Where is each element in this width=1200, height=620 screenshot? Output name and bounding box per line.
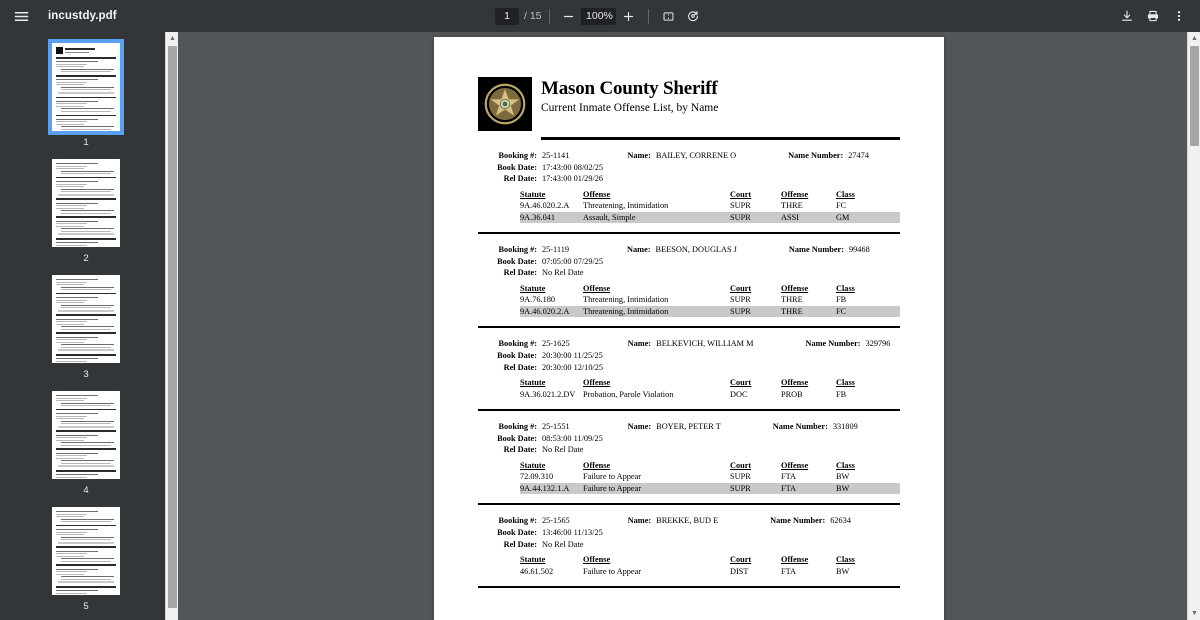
viewer-scrollbar[interactable]	[1187, 32, 1200, 620]
thumbnail-label: 5	[83, 601, 89, 612]
thumbnail-label: 4	[83, 485, 89, 496]
rel-date-value: 17:43:00 01/29/26	[542, 174, 604, 184]
thumbnail-item[interactable]	[52, 32, 120, 148]
name-number-label: Name Number:	[772, 422, 828, 432]
print-icon[interactable]	[1140, 3, 1166, 29]
column-header-offense: Offense	[583, 555, 611, 565]
inmate-record	[478, 421, 900, 505]
rel-date-value: No Rel Date	[542, 268, 584, 278]
column-header-statute: Statute	[520, 460, 546, 470]
record-meta	[478, 421, 900, 456]
cell-court: DOC	[730, 389, 748, 399]
thumbnail-preview	[52, 507, 120, 595]
cell-offense-code: THRE	[781, 306, 803, 316]
thumbnail-label: 3	[83, 369, 89, 380]
book-date-value: 07:05:00 07/29/25	[542, 256, 604, 266]
booking-value: 25-1119	[542, 245, 570, 255]
offense-table-header	[520, 189, 900, 200]
thumbnail-item[interactable]	[52, 496, 120, 612]
name-value: BELKEVICH, WILLIAM M	[656, 339, 754, 349]
thumbnail-page-3[interactable]	[52, 275, 120, 363]
record-separator	[478, 586, 900, 588]
offense-row	[520, 294, 900, 305]
book-date-value: 08:53:00 11/09/25	[542, 433, 603, 443]
thumbnail-page-2[interactable]	[52, 159, 120, 247]
record-meta	[478, 338, 900, 373]
name-number-label: Name Number:	[770, 516, 826, 526]
rel-date-line	[478, 362, 900, 374]
inmate-record	[478, 244, 900, 328]
column-header-offense: Offense	[583, 189, 611, 199]
name-number-value: 329796	[865, 339, 891, 349]
book-date-line	[478, 433, 900, 445]
hamburger-menu-icon[interactable]	[8, 3, 34, 29]
rel-date-value: No Rel Date	[542, 539, 584, 549]
record-separator	[478, 503, 900, 505]
book-date-line	[478, 527, 900, 539]
cell-class: BW	[836, 472, 850, 482]
thumbnail-preview	[52, 159, 120, 247]
thumbnail-label: 1	[83, 137, 89, 148]
page-total-label: / 15	[524, 10, 542, 22]
thumbnail-list[interactable]	[0, 32, 172, 620]
thumbnail-preview	[52, 43, 120, 131]
name-value: BEESON, DOUGLAS J	[655, 245, 737, 255]
viewer-scrollbar-thumb[interactable]	[1190, 46, 1199, 146]
name-value: BREKKE, BUD E	[656, 516, 719, 526]
offense-row	[520, 200, 900, 211]
cell-court: SUPR	[730, 306, 751, 316]
offense-row	[520, 389, 900, 400]
booking-line	[478, 338, 900, 350]
name-number-value: 331809	[832, 422, 858, 432]
rel-date-line	[478, 444, 900, 456]
document-header	[478, 77, 900, 131]
cell-statute: 9A.36.041	[520, 212, 556, 222]
book-date-label: Book Date:	[497, 162, 537, 172]
record-meta	[478, 150, 900, 185]
booking-label: Booking #:	[498, 151, 537, 160]
cell-class: FB	[836, 389, 847, 399]
offense-table	[520, 460, 900, 494]
column-header-class: Class	[836, 460, 855, 470]
book-date-line	[478, 162, 900, 174]
booking-label: Booking #:	[498, 422, 537, 432]
more-vertical-icon[interactable]	[1166, 3, 1192, 29]
column-header-offense-code: Offense	[781, 460, 809, 470]
book-date-value: 20:30:00 11/25/25	[542, 350, 603, 360]
pdf-viewer	[178, 32, 1187, 620]
cell-offense-code: FTA	[781, 472, 797, 482]
inmate-record	[478, 515, 900, 588]
booking-line	[478, 150, 900, 162]
offense-table-header	[520, 283, 900, 294]
column-header-court: Court	[730, 283, 752, 293]
book-date-label: Book Date:	[497, 256, 537, 266]
page-number-input[interactable]	[495, 8, 519, 25]
name-label: Name:	[627, 516, 652, 526]
thumbnail-page-1[interactable]	[52, 43, 120, 131]
thumbnail-page-4[interactable]	[52, 391, 120, 479]
offense-table-header	[520, 554, 900, 565]
header-rule	[541, 137, 900, 140]
booking-label: Booking #:	[498, 516, 537, 526]
cell-offense-code: FTA	[781, 566, 797, 576]
cell-statute: 72.09.310	[520, 472, 554, 482]
cell-class: GM	[836, 212, 850, 222]
offense-row	[520, 566, 900, 577]
name-value: BOYER, PETER T	[656, 422, 721, 432]
sidebar-scroll-up-icon[interactable]: ▲	[169, 35, 176, 42]
offense-table-header	[520, 377, 900, 388]
pdf-toolbar	[0, 0, 1200, 32]
column-header-offense-code: Offense	[781, 189, 809, 199]
booking-line	[478, 421, 900, 433]
name-label: Name:	[627, 245, 651, 255]
cell-offense: Probation, Parole Violation	[583, 389, 674, 399]
column-header-class: Class	[836, 378, 855, 388]
thumbnail-page-5[interactable]	[52, 507, 120, 595]
sheriff-title: Mason County Sheriff	[541, 78, 718, 99]
sidebar-scrollbar[interactable]	[165, 32, 178, 620]
cell-court: DIST	[730, 566, 749, 576]
column-header-statute: Statute	[520, 378, 546, 388]
rel-date-line	[478, 173, 900, 185]
name-number-label: Name Number:	[788, 245, 844, 255]
cell-class: FC	[836, 306, 847, 316]
cell-statute: 9A.76.180	[520, 295, 556, 305]
offense-table	[520, 189, 900, 223]
sheriff-badge-icon	[478, 77, 532, 131]
book-date-label: Book Date:	[497, 350, 537, 360]
cell-court: SUPR	[730, 483, 751, 493]
toolbar-left-group	[0, 3, 117, 29]
cell-offense: Failure to Appear	[583, 472, 642, 482]
offense-table	[520, 283, 900, 317]
thumbnail-preview	[52, 391, 120, 479]
name-number-label: Name Number:	[805, 339, 861, 349]
toolbar-divider-1	[549, 9, 550, 24]
rotate-icon[interactable]	[680, 3, 705, 29]
cell-statute: 9A.46.020.2.A	[520, 306, 570, 316]
toolbar-divider-2	[648, 9, 649, 24]
cell-class: FB	[836, 295, 847, 305]
cell-court: SUPR	[730, 295, 751, 305]
cell-class: BW	[836, 566, 850, 576]
download-icon[interactable]	[1114, 3, 1140, 29]
inmate-record-list	[478, 150, 900, 588]
record-separator	[478, 326, 900, 328]
booking-label: Booking #:	[498, 339, 537, 349]
cell-offense: Assault, Simple	[583, 212, 636, 222]
cell-court: SUPR	[730, 201, 751, 211]
rel-date-label: Rel Date:	[503, 268, 537, 278]
cell-offense-code: ASSI	[781, 212, 799, 222]
offense-table	[520, 377, 900, 400]
column-header-offense: Offense	[583, 283, 611, 293]
column-header-offense: Offense	[583, 460, 611, 470]
column-header-offense: Offense	[583, 378, 611, 388]
offense-table	[520, 554, 900, 577]
column-header-court: Court	[730, 460, 752, 470]
zoom-out-button[interactable]	[556, 3, 581, 29]
toolbar-right-group	[1114, 3, 1200, 29]
booking-line	[478, 515, 900, 527]
document-title: incustdy.pdf	[48, 10, 117, 22]
rel-date-label: Rel Date:	[503, 539, 537, 549]
column-header-court: Court	[730, 378, 752, 388]
cell-court: SUPR	[730, 472, 751, 482]
cell-offense-code: THRE	[781, 201, 803, 211]
record-meta	[478, 244, 900, 279]
record-separator	[478, 409, 900, 411]
column-header-statute: Statute	[520, 555, 546, 565]
booking-line	[478, 244, 900, 256]
name-number-value: 27474	[848, 151, 869, 160]
cell-class: FC	[836, 201, 847, 211]
column-header-statute: Statute	[520, 189, 546, 199]
cell-offense-code: PROB	[781, 389, 803, 399]
cell-offense-code: FTA	[781, 483, 797, 493]
offense-row	[520, 306, 900, 317]
column-header-court: Court	[730, 555, 752, 565]
cell-offense-code: THRE	[781, 295, 803, 305]
cell-class: BW	[836, 483, 850, 493]
name-label: Name:	[627, 151, 651, 160]
inmate-record	[478, 150, 900, 234]
name-number-value: 62634	[830, 516, 851, 526]
cell-statute: 46.61.502	[520, 566, 554, 576]
cell-offense: Threatening, Intimidation	[583, 201, 669, 211]
cell-offense: Failure to Appear	[583, 483, 642, 493]
book-date-label: Book Date:	[497, 527, 537, 537]
book-date-label: Book Date:	[497, 433, 537, 443]
rel-date-label: Rel Date:	[503, 174, 537, 184]
book-date-value: 13:46:00 11/13/25	[542, 527, 603, 537]
name-label: Name:	[627, 339, 652, 349]
booking-value: 25-1565	[542, 516, 570, 526]
sheriff-subtitle: Current Inmate Offense List, by Name	[541, 101, 719, 114]
booking-value: 25-1551	[542, 422, 570, 432]
book-date-line	[478, 256, 900, 268]
viewer-scroll-up-icon[interactable]: ▲	[1191, 35, 1198, 42]
name-value: BAILEY, CORRENE O	[655, 151, 737, 160]
offense-table-header	[520, 460, 900, 471]
zoom-in-button[interactable]	[616, 3, 641, 29]
cell-offense: Threatening, Intimidation	[583, 295, 669, 305]
booking-label: Booking #:	[498, 245, 537, 255]
book-date-value: 17:43:00 08/02/25	[542, 162, 604, 172]
rel-date-line	[478, 539, 900, 551]
column-header-offense-code: Offense	[781, 555, 809, 565]
book-date-line	[478, 350, 900, 362]
record-meta	[478, 515, 900, 550]
offense-row	[520, 212, 900, 223]
viewer-scroll-down-icon[interactable]: ▼	[1191, 610, 1198, 617]
cell-court: SUPR	[730, 212, 751, 222]
name-number-value: 99468	[849, 245, 870, 255]
rel-date-label: Rel Date:	[503, 445, 537, 455]
cell-statute: 9A.36.021.2.DV	[520, 389, 576, 399]
thumbnail-item[interactable]	[52, 148, 120, 264]
fit-to-page-icon[interactable]	[656, 3, 681, 29]
column-header-court: Court	[730, 189, 752, 199]
zoom-level-value[interactable]: 100%	[581, 8, 616, 25]
inmate-record	[478, 338, 900, 411]
thumbnail-item[interactable]	[52, 264, 120, 380]
offense-row	[520, 471, 900, 482]
column-header-statute: Statute	[520, 283, 546, 293]
cell-statute: 9A.44.132.1.A	[520, 483, 570, 493]
name-label: Name:	[627, 422, 652, 432]
booking-value: 25-1141	[542, 151, 570, 160]
column-header-class: Class	[836, 283, 855, 293]
record-separator	[478, 232, 900, 234]
cell-statute: 9A.46.020.2.A	[520, 201, 570, 211]
cell-offense: Threatening, Intimidation	[583, 306, 669, 316]
rel-date-value: 20:30:00 12/10/25	[542, 362, 604, 372]
column-header-offense-code: Offense	[781, 283, 809, 293]
thumbnail-preview	[52, 275, 120, 363]
pdf-page-1	[434, 37, 944, 620]
offense-row	[520, 483, 900, 494]
thumbnail-label: 2	[83, 253, 89, 264]
column-header-offense-code: Offense	[781, 378, 809, 388]
sidebar-scrollbar-thumb[interactable]	[168, 46, 177, 608]
cell-offense: Failure to Appear	[583, 566, 642, 576]
thumbnail-sidebar	[0, 32, 178, 620]
column-header-class: Class	[836, 555, 855, 565]
rel-date-label: Rel Date:	[503, 362, 537, 372]
toolbar-center-group	[495, 3, 705, 29]
thumbnail-item[interactable]	[52, 380, 120, 496]
rel-date-line	[478, 267, 900, 279]
rel-date-value: No Rel Date	[542, 445, 584, 455]
booking-value: 25-1625	[542, 339, 570, 349]
name-number-label: Name Number:	[788, 151, 844, 160]
column-header-class: Class	[836, 189, 855, 199]
